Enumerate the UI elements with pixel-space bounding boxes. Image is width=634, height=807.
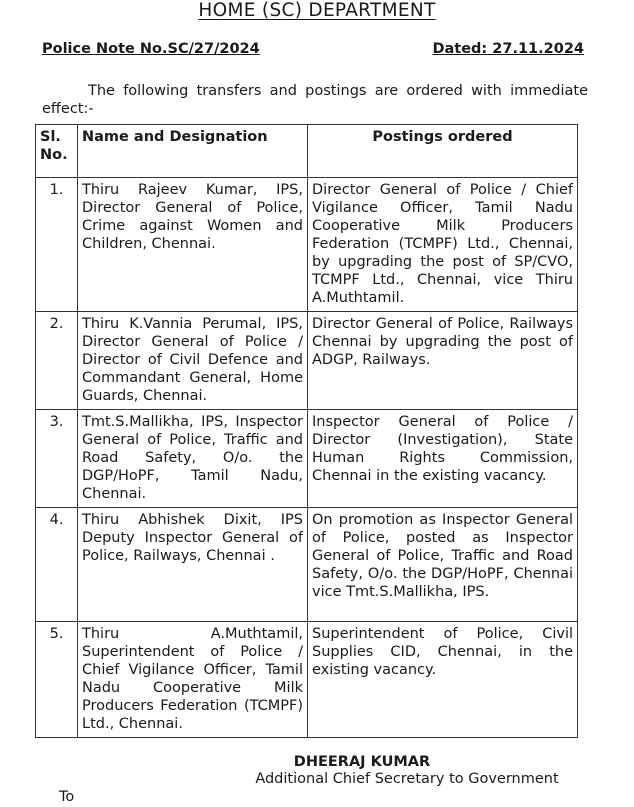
- row-name-designation: Thiru A.Muthtamil, Superintendent of Police / Chief Vigilance Officer, Tamil Nadu Cooperative Milk Producers Federation (TCMPF) Ltd., Chennai.: [78, 622, 308, 738]
- row-name-designation: Thiru Abhishek Dixit, IPS Deputy Inspector General of Police, Railways, Chennai .: [78, 508, 308, 622]
- transfers-table: [35, 124, 578, 738]
- table-row: [36, 410, 578, 508]
- signatory-title: Additional Chief Secretary to Government: [255, 771, 559, 787]
- intro-paragraph: The following transfers and postings are ordered with immediate effect:-: [42, 83, 588, 117]
- signature-block: [0, 754, 634, 787]
- row-sl-no: 4.: [36, 508, 78, 622]
- note-date: Dated: 27.11.2024: [432, 41, 584, 57]
- table-row: [36, 178, 578, 312]
- table-row: [36, 622, 578, 738]
- department-title: HOME (SC) DEPARTMENT: [198, 0, 436, 21]
- table-row: [36, 508, 578, 622]
- row-sl-no: 2.: [36, 312, 78, 410]
- header-sl-no: Sl. No.: [36, 125, 78, 178]
- table-row: [36, 312, 578, 410]
- police-note-number: Police Note No.SC/27/2024: [42, 41, 260, 57]
- signatory-name: DHEERAJ KUMAR: [293, 754, 431, 770]
- row-posting: Inspector General of Police / Director (Investigation), State Human Rights Commission, Chennai in the existing vacancy.: [308, 410, 578, 508]
- row-posting: Director General of Police / Chief Vigilance Officer, Tamil Nadu Cooperative Milk Producers Federation (TCMPF) Ltd., Chennai, by upgrading the post of SP/CVO, TCMPF Ltd., Chennai, vice Thiru A.Muthtamil.: [308, 178, 578, 312]
- header-postings-ordered: Postings ordered: [308, 125, 578, 178]
- to-label: To: [59, 789, 75, 805]
- row-posting: Director General of Police, Railways Chennai by upgrading the post of ADGP, Railways.: [308, 312, 578, 410]
- table-header-row: [36, 125, 578, 178]
- row-posting: Superintendent of Police, Civil Supplies CID, Chennai, in the existing vacancy.: [308, 622, 578, 738]
- row-sl-no: 3.: [36, 410, 78, 508]
- row-name-designation: Thiru Rajeev Kumar, IPS, Director General of Police, Crime against Women and Children, Chennai.: [78, 178, 308, 312]
- row-name-designation: Thiru K.Vannia Perumal, IPS, Director General of Police / Director of Civil Defence and Commandant General, Home Guards, Chennai.: [78, 312, 308, 410]
- row-sl-no: 1.: [36, 178, 78, 312]
- row-name-designation: Tmt.S.Mallikha, IPS, Inspector General of Police, Traffic and Road Safety, O/o. the DGP/HoPF, Tamil Nadu, Chennai.: [78, 410, 308, 508]
- row-sl-no: 5.: [36, 622, 78, 738]
- row-posting: On promotion as Inspector General of Police, posted as Inspector General of Police, Traffic and Road Safety, O/o. the DGP/HoPF, Chennai vice Tmt.S.Mallikha, IPS.: [308, 508, 578, 622]
- header-name-designation: Name and Designation: [78, 125, 308, 178]
